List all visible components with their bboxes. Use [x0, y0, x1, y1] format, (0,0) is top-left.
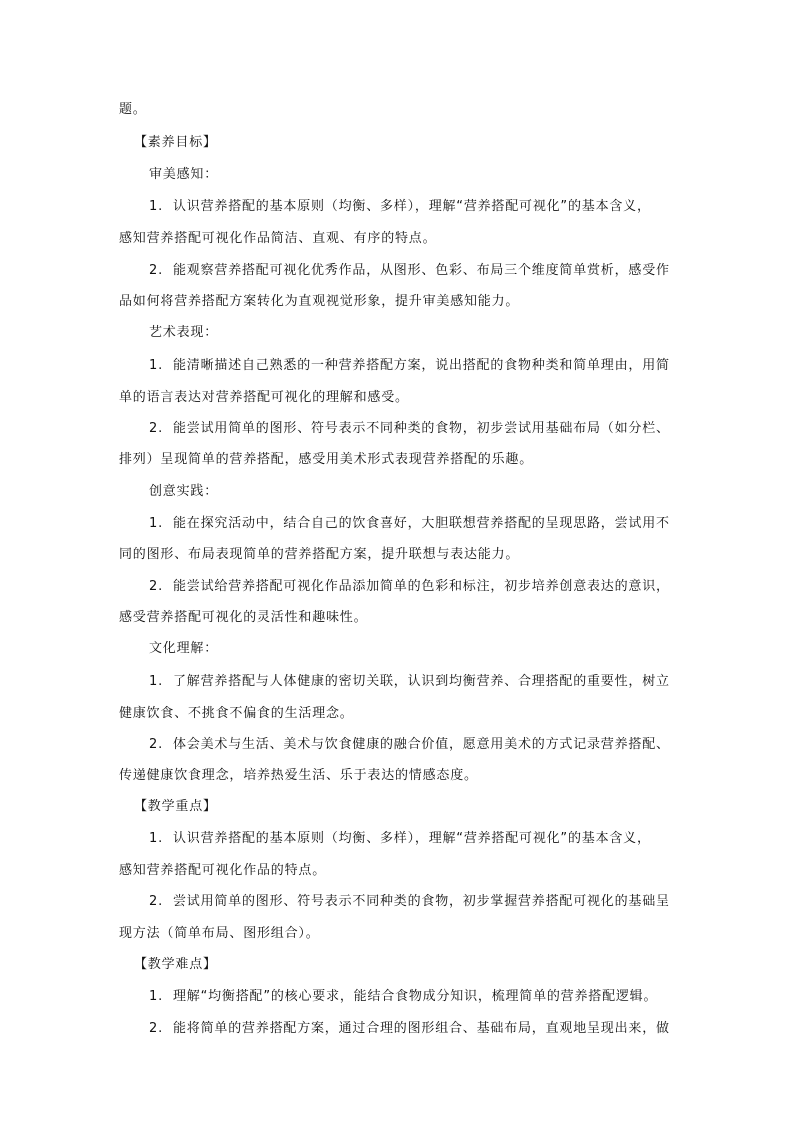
list-item: 2. 能观察营养搭配可视化优秀作品，从图形、色彩、布局三个维度简单赏析，感受作 [149, 263, 670, 278]
section-heading-teaching-focus: 【教学重点】 [134, 799, 217, 814]
list-item-continuation: 感受营养搭配可视化的灵活性和趣味性。 [119, 610, 368, 625]
list-item-continuation: 感知营养搭配可视化作品的特点。 [119, 863, 327, 878]
list-item: 2. 能尝试给营养搭配可视化作品添加简单的色彩和标注，初步培养创意表达的意识， [149, 579, 670, 594]
list-item: 1. 了解营养搭配与人体健康的密切关联，认识到均衡营养、合理搭配的重要性，树立 [149, 674, 670, 689]
list-item-continuation: 健康饮食、不挑食不偏食的生活理念。 [119, 706, 354, 721]
list-item: 1. 能在探究活动中，结合自己的饮食喜好，大胆联想营养搭配的呈现思路，尝试用不 [149, 516, 670, 531]
list-item: 1. 理解“均衡搭配”的核心要求，能结合食物成分知识，梳理简单的营养搭配逻辑。 [149, 989, 658, 1004]
section-heading-literacy-goals: 【素养目标】 [134, 135, 217, 150]
list-item-continuation: 排列）呈现简单的营养搭配，感受用美术形式表现营养搭配的乐趣。 [119, 452, 534, 467]
subheading-cultural-understanding: 文化理解： [149, 641, 219, 656]
list-item: 1. 认识营养搭配的基本原则（均衡、多样），理解“营养搭配可视化”的基本含义， [149, 831, 651, 846]
subheading-creative-practice: 创意实践： [149, 484, 219, 499]
list-item-continuation: 现方法（简单布局、图形组合）。 [119, 926, 320, 941]
subheading-artistic-expression: 艺术表现： [149, 325, 219, 340]
list-item: 2. 体会美术与生活、美术与饮食健康的融合价值，愿意用美术的方式记录营养搭配、 [149, 737, 670, 752]
list-item-continuation: 单的语言表达对营养搭配可视化的理解和感受。 [119, 390, 409, 405]
list-item: 1. 能清晰描述自己熟悉的一种营养搭配方案，说出搭配的食物种类和简单理由，用简 [149, 358, 670, 373]
list-item-continuation: 传递健康饮食理念，培养热爱生活、乐于表达的情感态度。 [119, 768, 478, 783]
subheading-aesthetic-perception: 审美感知： [149, 167, 219, 182]
list-item: 2. 能尝试用简单的图形、符号表示不同种类的食物，初步尝试用基础布局（如分栏、 [149, 421, 670, 436]
list-item-continuation: 同的图形、布局表现简单的营养搭配方案，提升联想与表达能力。 [119, 547, 520, 562]
paragraph-continuation: 题。 [119, 102, 147, 117]
list-item: 2. 能将简单的营养搭配方案，通过合理的图形组合、基础布局，直观地呈现出来，做 [149, 1021, 670, 1036]
list-item: 1. 认识营养搭配的基本原则（均衡、多样），理解“营养搭配可视化”的基本含义， [149, 199, 651, 214]
list-item: 2. 尝试用简单的图形、符号表示不同种类的食物，初步掌握营养搭配可视化的基础呈 [149, 894, 670, 909]
section-heading-teaching-difficulty: 【教学难点】 [134, 957, 217, 972]
list-item-continuation: 感知营养搭配可视化作品简洁、直观、有序的特点。 [119, 231, 437, 246]
list-item-continuation: 品如何将营养搭配方案转化为直观视觉形象，提升审美感知能力。 [119, 294, 520, 309]
